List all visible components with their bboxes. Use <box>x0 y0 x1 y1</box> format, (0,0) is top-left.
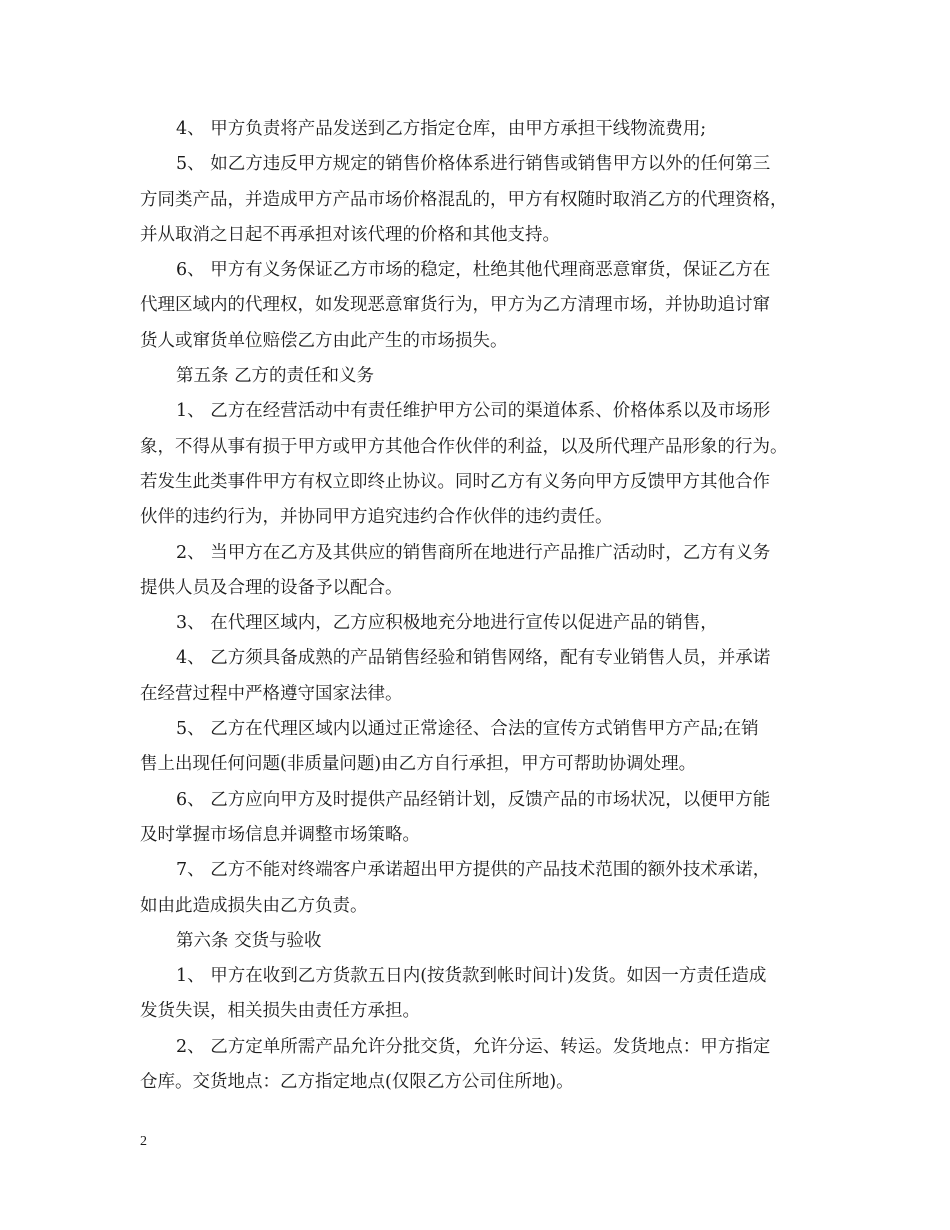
text-line: 4、 甲方负责将产品发送到乙方指定仓库，由甲方承担干线物流费用; <box>176 119 707 139</box>
page-number: 2 <box>140 1134 147 1149</box>
text-line: 7、 乙方不能对终端客户承诺超出甲方提供的产品技术范围的额外技术承诺， <box>176 860 771 881</box>
text-line: 3、 在代理区域内，乙方应积极地充分地进行宣传以促进产品的销售， <box>176 613 718 634</box>
text-line: 5、 乙方在代理区域内以通过正常途径、合法的宣传方式销售甲方产品;在销 <box>176 719 759 740</box>
text-line: 货人或窜货单位赔偿乙方由此产生的市场损失。 <box>140 330 508 351</box>
text-line: 若发生此类事件甲方有权立即终止协议。同时乙方有义务向甲方反馈甲方其他合作 <box>140 471 770 492</box>
text-line: 6、 甲方有义务保证乙方市场的稳定，杜绝其他代理商恶意窜货，保证乙方在 <box>176 260 771 281</box>
section-heading: 第六条 交货与验收 <box>176 930 322 951</box>
text-line: 发货失误，相关损失由责任方承担。 <box>140 1001 420 1022</box>
text-line: 提供人员及合理的设备予以配合。 <box>140 577 403 598</box>
text-line: 4、 乙方须具备成熟的产品销售经验和销售网络，配有专业销售人员，并承诺 <box>176 648 771 669</box>
text-line: 1、 乙方在经营活动中有责任维护甲方公司的渠道体系、价格体系以及市场形 <box>176 401 771 422</box>
text-line: 并从取消之日起不再承担对该代理的价格和其他支持。 <box>140 224 560 245</box>
text-line: 售上出现任何问题(非质量问题)由乙方自行承担，甲方可帮助协调处理。 <box>140 754 697 775</box>
text-line: 及时掌握市场信息并调整市场策略。 <box>140 824 420 845</box>
text-line: 6、 乙方应向甲方及时提供产品经销计划，反馈产品的市场状况，以便甲方能 <box>176 789 771 810</box>
text-line: 方同类产品，并造成甲方产品市场价格混乱的，甲方有权随时取消乙方的代理资格， <box>140 189 788 210</box>
text-line: 1、 甲方在收到乙方货款五日内(按货款到帐时间计)发货。如因一方责任造成 <box>176 966 767 987</box>
text-line: 如由此造成损失由乙方负责。 <box>140 895 368 916</box>
text-line: 代理区域内的代理权，如发现恶意窜货行为，甲方为乙方清理市场，并协助追讨窜 <box>140 295 770 316</box>
text-line: 2、 当甲方在乙方及其供应的销售商所在地进行产品推广活动时，乙方有义务 <box>176 542 771 563</box>
text-line: 2、 乙方定单所需产品允许分批交货，允许分运、转运。发货地点：甲方指定 <box>176 1036 771 1057</box>
text-line: 象，不得从事有损于甲方或甲方其他合作伙伴的利益，以及所代理产品形象的行为。 <box>140 436 788 457</box>
text-line: 5、 如乙方违反甲方规定的销售价格体系进行销售或销售甲方以外的任何第三 <box>176 154 771 175</box>
text-line: 仓库。交货地点：乙方指定地点(仅限乙方公司住所地)。 <box>140 1072 574 1093</box>
document-body <box>140 112 812 1100</box>
section-heading: 第五条 乙方的责任和义务 <box>176 366 375 387</box>
text-line: 伙伴的违约行为，并协同甲方追究违约合作伙伴的违约责任。 <box>140 507 613 528</box>
text-line: 在经营过程中严格遵守国家法律。 <box>140 683 403 704</box>
